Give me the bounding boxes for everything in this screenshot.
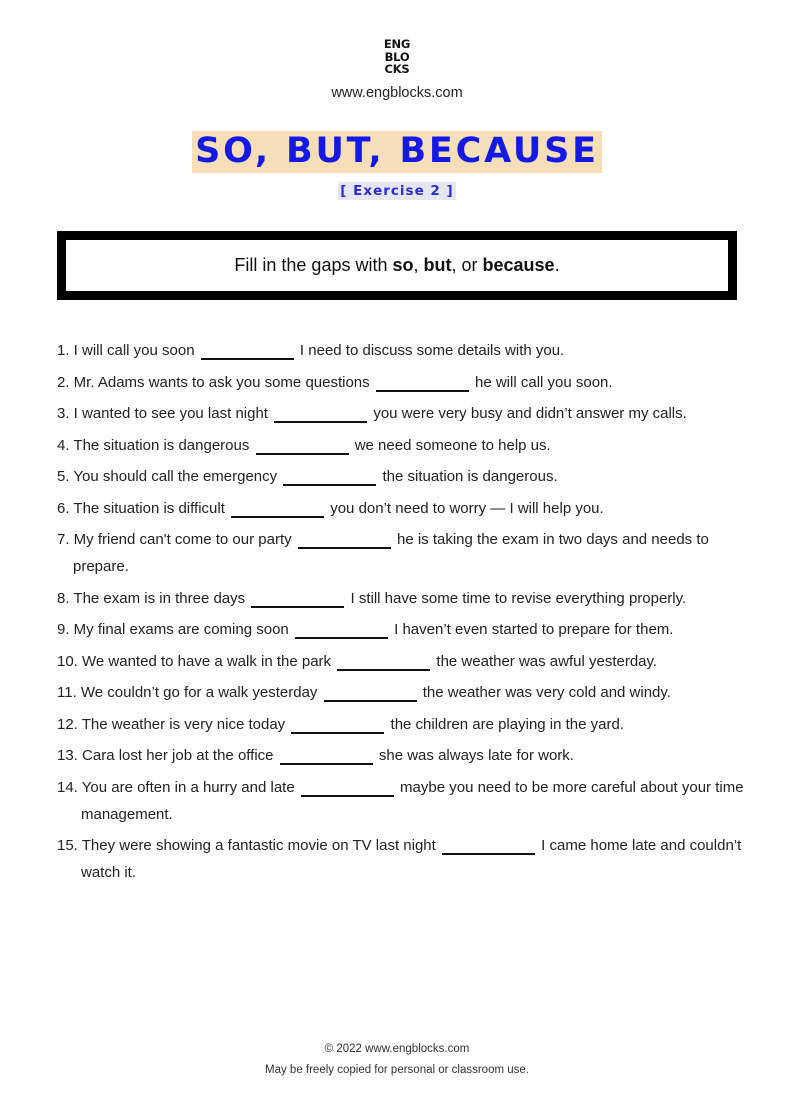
question-item: 1. I will call you soon I need to discuss some details with you.	[57, 342, 565, 359]
word-so: so	[392, 255, 414, 275]
question-item: 11. We couldn’t go for a walk yesterday the weather was very cold and windy.	[57, 684, 671, 701]
answer-gap[interactable]	[298, 534, 391, 549]
question-item: 2. Mr. Adams wants to ask you some questions he will call you soon.	[57, 373, 613, 391]
answer-gap[interactable]	[201, 345, 294, 360]
answer-gap[interactable]	[442, 840, 535, 855]
question-item: 10. We wanted to have a walk in the park the weather was awful yesterday.	[57, 652, 658, 670]
logo-line: ENG	[383, 37, 411, 51]
answer-gap[interactable]	[231, 503, 324, 518]
question-item: 6. The situation is difficult you don’t need to worry — I will help you.	[57, 499, 604, 517]
engblocks-logo	[0, 38, 794, 76]
answer-gap[interactable]	[280, 750, 373, 765]
answer-gap[interactable]	[274, 408, 367, 423]
answer-gap[interactable]	[251, 593, 344, 608]
instruction-box	[57, 231, 737, 300]
question-item: 8. The exam is in three days I still have some time to revise everything properly.	[57, 589, 687, 607]
answer-gap[interactable]	[256, 440, 349, 455]
answer-gap[interactable]	[337, 656, 430, 671]
instruction-text: Fill in the gaps with so, but, or because.	[234, 255, 560, 275]
question-item: 4. The situation is dangerous we need someone to help us.	[57, 436, 551, 454]
word-because: because	[482, 255, 555, 275]
question-item: 12. The weather is very nice today the children are playing in the yard.	[57, 715, 625, 733]
question-item: 9. My final exams are coming soon I haven’t even started to prepare for them.	[57, 621, 674, 638]
answer-gap[interactable]	[291, 719, 384, 734]
footer-copyright: © 2022 www.engblocks.com	[324, 1043, 470, 1055]
question-item: 15. They were showing a fantastic movie on TV last night I came home late and couldn’t watch it.	[57, 837, 742, 881]
question-item: 7. My friend can't come to our party he is taking the exam in two days and needs to prepare.	[57, 531, 709, 575]
answer-gap[interactable]	[376, 377, 469, 392]
answer-gap[interactable]	[324, 687, 417, 702]
worksheet-title: SO, BUT, BECAUSE	[192, 131, 602, 173]
answer-gap[interactable]	[295, 624, 388, 639]
question-list	[57, 337, 747, 891]
word-but: but	[423, 255, 452, 275]
exercise-label: [ Exercise 2 ]	[340, 183, 454, 199]
question-item: 5. You should call the emergency the situation is dangerous.	[57, 468, 558, 485]
question-item: 13. Cara lost her job at the office she was always late for work.	[57, 747, 574, 764]
question-item: 14. You are often in a hurry and late maybe you need to be more careful about your time management.	[57, 778, 744, 823]
logo-line: CKS	[384, 62, 410, 76]
site-url: www.engblocks.com	[331, 85, 463, 101]
answer-gap[interactable]	[301, 782, 394, 797]
answer-gap[interactable]	[283, 471, 376, 486]
footer-note: May be freely copied for personal or classroom use.	[265, 1064, 529, 1076]
logo-line: BLO	[384, 49, 410, 64]
question-item: 3. I wanted to see you last night you were very busy and didn’t answer my calls.	[57, 405, 687, 422]
